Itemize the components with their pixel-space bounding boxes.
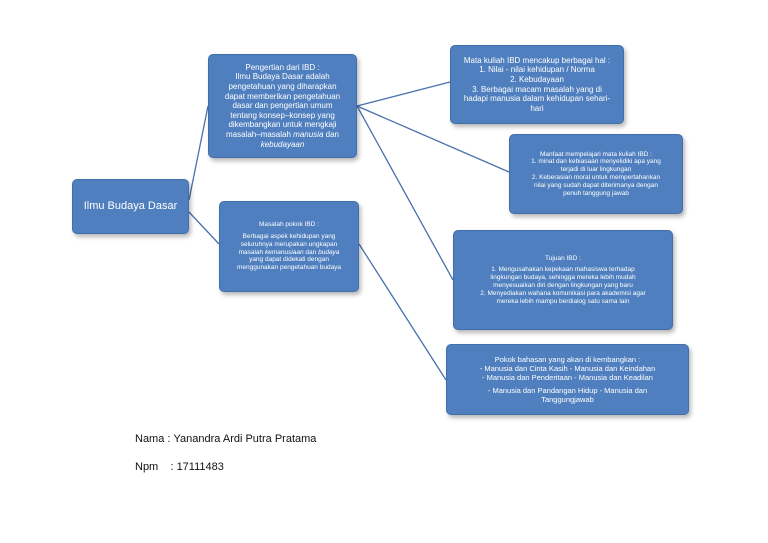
tujuan-line: mereka lebih mampu berdialog satu sama lain	[496, 297, 630, 305]
connector-pengertian-matakuliah	[357, 82, 450, 106]
pengertian-last-pre: masalah–masalah	[226, 129, 294, 139]
matakuliah-line: Mata kuliah IBD mencakup berbagai hal :	[463, 55, 611, 65]
bahasan-line: - Manusia dan Cinta Kasih - Manusia dan Keindahan	[479, 364, 656, 373]
connector-pengertian-tujuan	[357, 106, 453, 280]
pengertian-line	[214, 130, 351, 140]
author-name-label: Nama :	[135, 433, 174, 445]
pokok-title: Masalah pokok IBD :	[259, 221, 319, 229]
pokok-emph-budaya: budaya	[318, 248, 340, 256]
tujuan-line: lingkungan budaya, sehingga mereka lebih mudah	[490, 274, 636, 282]
pengertian-line: dapat memberikan pengetahuan	[224, 91, 341, 101]
connector-root-pokok	[189, 212, 219, 244]
bahasan-line: Pokok bahasan yang akan di kembangkan :	[494, 355, 641, 364]
pokok-line: yang dapat didekati dengan	[249, 256, 329, 264]
node-ilmu-budaya-dasar	[72, 179, 189, 234]
pengertian-line: Ilmu Budaya Dasar adalah	[235, 72, 330, 82]
matakuliah-line: hari	[530, 103, 544, 113]
author-name	[135, 433, 316, 445]
manfaat-line: 2. Keberasian moral untuk mempertahankan	[531, 174, 661, 181]
manfaat-line: terjadi di luar lingkungan	[560, 166, 632, 174]
node-tujuan	[453, 230, 673, 330]
bahasan-line: Tanggungjawab	[541, 395, 594, 404]
matakuliah-line: hadapi manusia dalam kehidupan sehari-	[463, 94, 611, 104]
pokok-line: menggunakan pengetahuan budaya	[236, 264, 342, 272]
bahasan-line: - Manusia dan Penderitaan - Manusia dan Keadilan	[482, 373, 653, 382]
author-npm-label: Npm :	[135, 461, 177, 473]
pokok-l3-mid: dan	[303, 248, 319, 256]
pengertian-last-post: dan	[323, 129, 339, 139]
author-name-value: Yanandra Ardi Putra Pratama	[173, 433, 317, 445]
pokok-line	[225, 249, 353, 257]
tujuan-line: 1. Mengusahakan kepekaan mahasiswa terhadap	[491, 266, 635, 274]
pengertian-line	[214, 140, 351, 150]
pengertian-emph-kebudayaan: kebudayaan	[260, 139, 305, 149]
manfaat-line: Manfaat mempelajari mata kuliah IBD :	[540, 150, 652, 158]
node-manfaat	[509, 134, 683, 214]
manfaat-line: penuh tanggung jawab	[563, 189, 629, 197]
tujuan-line: 2. Menyediakan wahana komunikasi para akademisi agar	[480, 289, 646, 297]
bahasan-line: - Manusia dan Pandangan Hidup - Manusia dan	[487, 386, 648, 395]
connector-root-pengertian	[189, 106, 208, 200]
node-pokok-bahasan	[446, 344, 689, 415]
author-npm	[135, 461, 224, 473]
pokok-emph-kemanusiaan: kemanusiaan	[264, 248, 304, 256]
matakuliah-line: 3. Berbagai macam masalah yang di	[472, 84, 602, 94]
tujuan-title: Tujuan IBD :	[545, 254, 581, 262]
pokok-line: Berbagai aspek kehidupan yang	[242, 232, 336, 240]
pengertian-line: tentang konsep–konsep yang	[230, 110, 335, 120]
node-ilmu-budaya-dasar-label: Ilmu Budaya Dasar	[83, 199, 178, 212]
node-masalah-pokok	[219, 201, 359, 292]
matakuliah-line: 1. Nilai - nilai kehidupan / Norma	[479, 65, 595, 75]
node-mata-kuliah	[450, 45, 624, 124]
pengertian-line: dikembangkan untuk mengkaji	[228, 120, 337, 130]
node-pengertian	[208, 54, 357, 158]
connector-pokok-bahasan	[359, 244, 446, 380]
pengertian-emph-manusia: manusia	[293, 129, 324, 139]
author-npm-value: 17111483	[176, 461, 224, 473]
manfaat-line: 1. minat dan kebiasaan menyelidiki apa yang	[531, 158, 661, 166]
matakuliah-line: 2. Kebudayaan	[510, 74, 564, 84]
pengertian-line: pengetahuan yang diharapkan	[228, 82, 337, 92]
pokok-line: seluruhnya merupakan ungkapan	[240, 240, 338, 248]
pengertian-title: Pengertian dari IBD :	[245, 62, 320, 72]
pokok-l3-pre: masalah	[238, 248, 265, 256]
pengertian-line: dasar dan pengertian umum	[232, 101, 333, 111]
manfaat-line: nilai yang sudah dapat diterimanya dengan	[534, 181, 658, 189]
tujuan-line: menyesuaikan diri dengan lingkungan yang baru	[493, 282, 633, 289]
